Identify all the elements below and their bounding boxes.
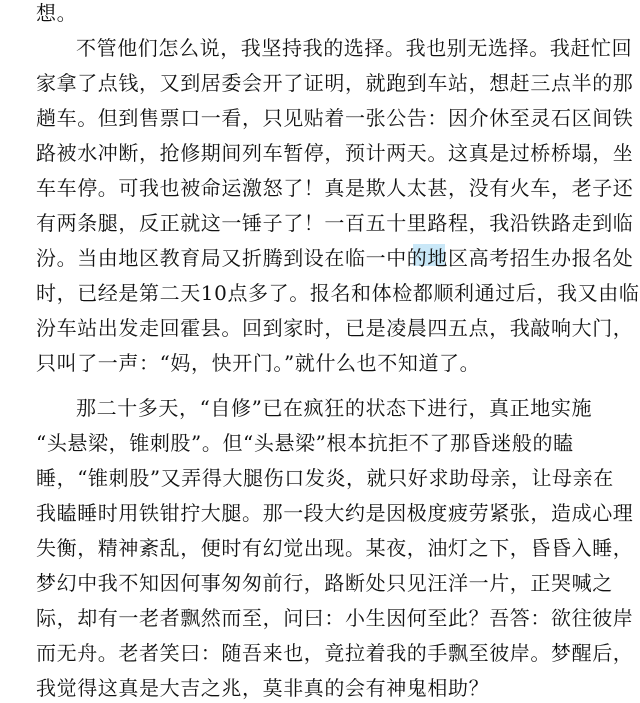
text-line: 那二十多天，“自修”已在疯狂的状态下进行，真正地实施 <box>76 396 593 420</box>
text-line: 我瞌睡时用铁钳拧大腿。那一段大约是因极度疲劳紧张，造成心理 <box>36 501 634 525</box>
text-line: 趟车。但到售票口一看，只见贴着一张公告：因介休至灵石区间铁 <box>36 106 634 130</box>
text-line: 不管他们怎么说，我坚持我的选择。我也别无选择。我赶忙回 <box>76 36 633 60</box>
text-line: 汾。当由地区教育局又折腾到设在临一中的地区高考招生办报名处 <box>36 246 634 270</box>
text-line: “头悬梁，锥刺股”。但“头悬梁”根本抗拒不了那昏迷般的瞌 <box>36 431 574 455</box>
text-line: 只叫了一声：“妈，快开门。”就什么也不知道了。 <box>36 351 481 375</box>
text-line: 时，已经是第二天10点多了。报名和体检都顺利通过后，我又由临 <box>36 281 640 305</box>
text-line: 路被水冲断，抢修期间列车暂停，预计两天。这真是过桥桥塌，坐 <box>36 141 634 165</box>
text-line: 车车停。可我也被命运激怒了！真是欺人太甚，没有火车，老子还 <box>36 176 634 200</box>
text-line: 际，却有一老者飘然而至，问曰：小生因何至此？吾答：欲往彼岸 <box>36 606 634 630</box>
text-line: 睡，“锥刺股”又弄得大腿伤口发炎，就只好求助母亲，让母亲在 <box>36 466 614 490</box>
text-line: 有两条腿，反正就这一锤子了！一百五十里路程，我沿铁路走到临 <box>36 211 634 235</box>
text-line: 失衡，精神紊乱，便时有幻觉出现。某夜，油灯之下，昏昏入睡， <box>36 536 634 560</box>
text-line: 而无舟。老者笑曰：随吾来也，竟拉着我的手飘至彼岸。梦醒后， <box>36 641 634 665</box>
text-line: 汾车站出发走回霍县。回到家时，已是凌晨四五点，我敲响大门， <box>36 316 634 340</box>
text-line: 家拿了点钱，又到居委会开了证明，就跑到车站，想赶三点半的那 <box>36 71 634 95</box>
text-line: 梦幻中我不知因何事匆匆前行，路断处只见汪洋一片，正哭喊之 <box>36 571 613 595</box>
text-line: 想。 <box>36 1 78 25</box>
text-line: 我觉得这真是大吉之兆，莫非真的会有神鬼相助？ <box>36 676 490 700</box>
